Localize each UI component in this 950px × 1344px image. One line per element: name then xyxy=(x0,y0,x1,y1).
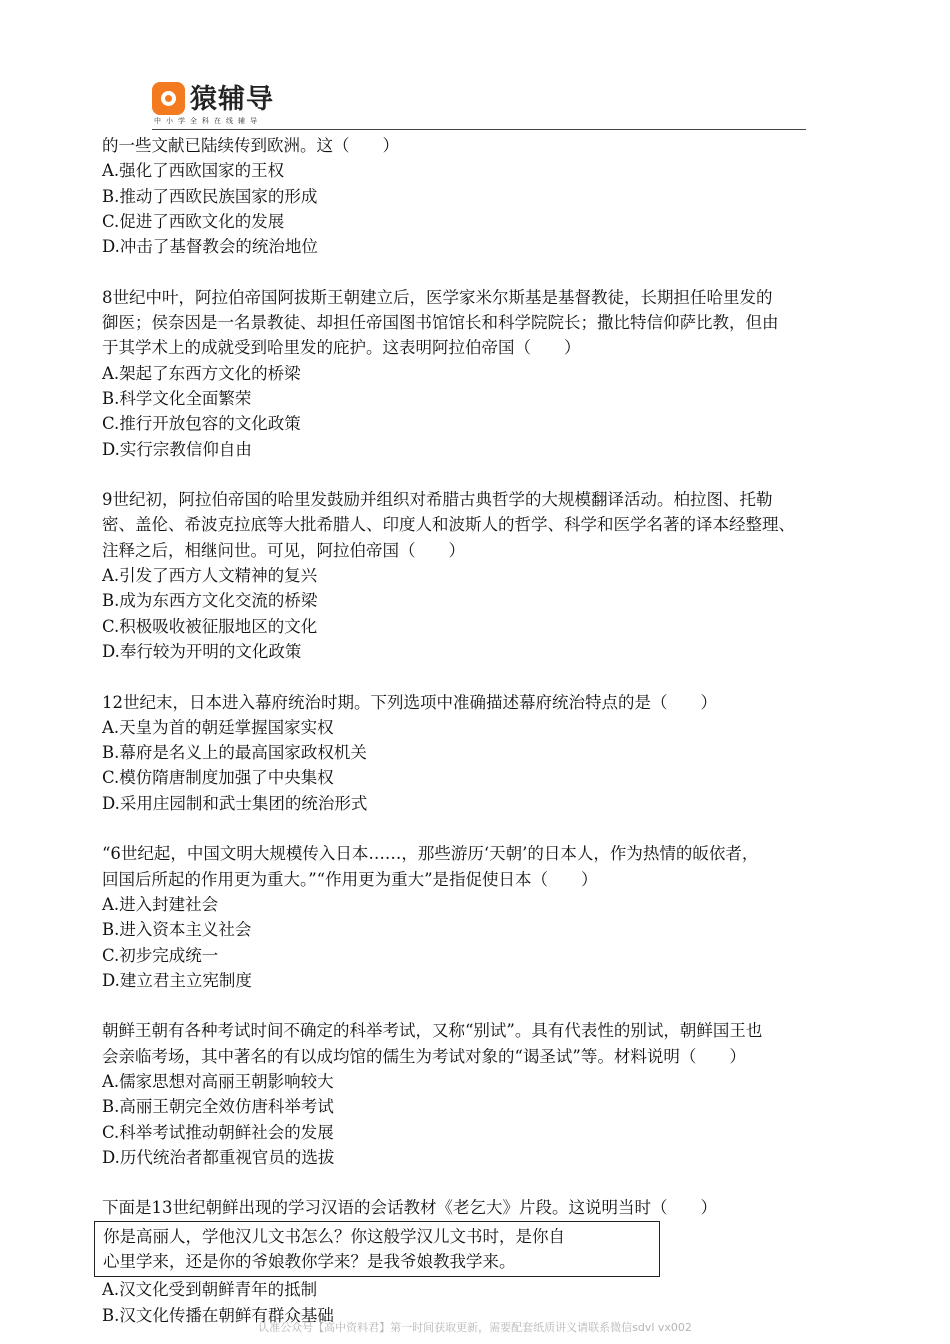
option-line: A.引发了西方人文精神的复兴 xyxy=(102,566,318,586)
logo-name: 猿辅导 xyxy=(190,84,274,115)
option-line: B.推动了西欧民族国家的形成 xyxy=(102,186,318,206)
logo-icon xyxy=(152,82,185,115)
spacer xyxy=(102,993,902,1018)
question-line: 回国后所起的作用更为重大。”“作用更为重大”是指促使日本（ ） xyxy=(102,869,598,889)
question-line: 8世纪中叶，阿拉伯帝国阿拔斯王朝建立后，医学家米尔斯基是基督教徒，长期担任哈里发的 xyxy=(102,287,773,307)
option-line: B.成为东西方文化交流的桥梁 xyxy=(102,591,318,611)
option-line: A.天皇为首的朝廷掌握国家实权 xyxy=(102,717,334,737)
logo-subtitle: 中小学全科在线辅导 xyxy=(154,117,262,125)
option-line: A.儒家思想对高丽王朝影响较大 xyxy=(102,1071,334,1091)
option-line: C.模仿隋唐制度加强了中央集权 xyxy=(102,768,334,788)
option-line: D.冲击了基督教会的统治地位 xyxy=(102,237,318,257)
option-line: B.进入资本主义社会 xyxy=(102,920,252,940)
option-line: C.促进了西欧文化的发展 xyxy=(102,211,285,231)
question-line: 注释之后，相继问世。可见，阿拉伯帝国（ ） xyxy=(102,540,465,560)
spacer xyxy=(102,462,902,487)
option-line: B.高丽王朝完全效仿唐科举考试 xyxy=(102,1097,334,1117)
option-line: D.实行宗教信仰自由 xyxy=(102,439,252,459)
option-line: D.建立君主立宪制度 xyxy=(102,970,252,990)
option-line: A.进入封建社会 xyxy=(102,894,219,914)
footer-watermark: 认准公众号【高中资料君】第一时间获取更新，需要配套纸质讲义请联系微信sdvl vx002 xyxy=(258,1321,692,1334)
question-line: 于其学术上的成就受到哈里发的庇护。这表明阿拉伯帝国（ ） xyxy=(102,338,581,358)
question-line: “6世纪起，中国文明大规模传入日本……，那些游历‘天朝’的日本人，作为热情的皈依者， xyxy=(102,844,759,864)
question-line: 密、盖伦、希波克拉底等大批希腊人、印度人和波斯人的哲学、科学和医学名著的译本经整理、 xyxy=(102,515,795,535)
question-line: 会亲临考场，其中著名的有以成均馆的儒生为考试对象的“谒圣试”等。材料说明（ ） xyxy=(102,1046,746,1066)
quote-line: 心里学来，还是你的爷娘教你学来？是我爷娘教我学来。 xyxy=(103,1252,516,1272)
option-line: B.科学文化全面繁荣 xyxy=(102,388,252,408)
question-line: 御医；侯奈因是一名景教徒、却担任帝国图书馆馆长和科学院院长；撒比特信仰萨比教，但由 xyxy=(102,313,779,333)
option-line: A.汉文化受到朝鲜青年的抵制 xyxy=(102,1280,318,1300)
option-line: C.积极吸收被征服地区的文化 xyxy=(102,616,318,636)
quote-box xyxy=(94,1221,660,1278)
spacer xyxy=(102,816,902,841)
option-line: C.推行开放包容的文化政策 xyxy=(102,414,301,434)
option-line: D.奉行较为开明的文化政策 xyxy=(102,641,302,661)
question-line: 12世纪末，日本进入幕府统治时期。下列选项中准确描述幕府统治特点的是（ ） xyxy=(102,692,717,712)
question-line: 下面是13世纪朝鲜出现的学习汉语的会话教材《老乞大》片段。这说明当时（ ） xyxy=(102,1198,717,1218)
option-line: B.幕府是名义上的最高国家政权机关 xyxy=(102,743,367,763)
quote-line: 你是高丽人，学他汉儿文书怎么？你这般学汉儿文书时，是你自 xyxy=(103,1226,565,1246)
option-line: C.科举考试推动朝鲜社会的发展 xyxy=(102,1122,334,1142)
spacer xyxy=(102,1170,902,1195)
option-line: D.历代统治者都重视官员的选拔 xyxy=(102,1147,335,1167)
option-line: A.架起了东西方文化的桥梁 xyxy=(102,363,301,383)
option-line: A.强化了西欧国家的王权 xyxy=(102,161,285,181)
question-line: 朝鲜王朝有各种考试时间不确定的科举考试，又称“别试”。具有代表性的别试，朝鲜国王也 xyxy=(102,1021,763,1041)
option-line: D.采用庄园制和武士集团的统治形式 xyxy=(102,793,368,813)
question-line: 9世纪初，阿拉伯帝国的哈里发鼓励并组织对希腊古典哲学的大规模翻译活动。柏拉图、托勒 xyxy=(102,490,773,510)
spacer xyxy=(102,259,902,284)
document-body xyxy=(102,133,902,1328)
text-line: 的一些文献已陆续传到欧洲。这（ ） xyxy=(102,136,399,155)
option-line: C.初步完成统一 xyxy=(102,945,219,965)
option-line: B.汉文化传播在朝鲜有群众基础 xyxy=(102,1305,334,1325)
header-rule xyxy=(152,129,806,130)
spacer xyxy=(102,664,902,689)
